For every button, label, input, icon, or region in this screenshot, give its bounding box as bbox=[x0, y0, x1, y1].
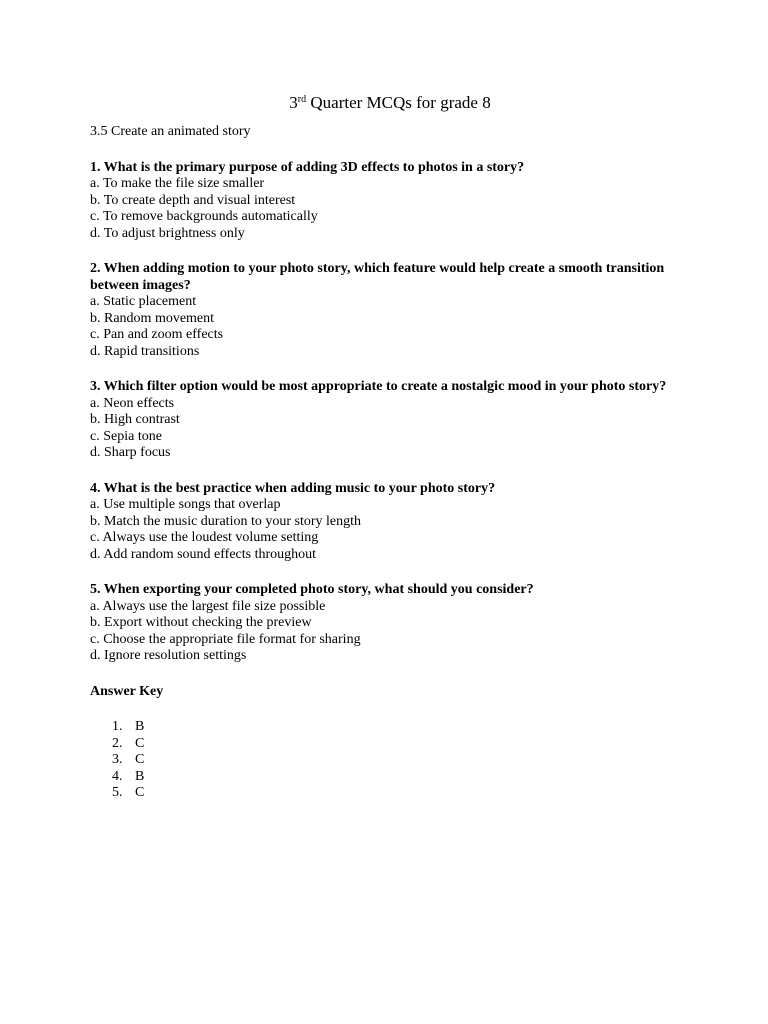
answer-value: C bbox=[135, 735, 145, 751]
answer-value: C bbox=[135, 752, 145, 768]
question-block bbox=[90, 582, 690, 665]
answer-item bbox=[90, 785, 690, 802]
option-c: c. Choose the appropriate file format for sharing bbox=[90, 631, 361, 647]
answer-number: 3. bbox=[112, 752, 123, 768]
answer-value: B bbox=[135, 719, 145, 734]
answer-number: 5. bbox=[112, 785, 123, 801]
question-text: 3. Which filter option would be most appropriate to create a nostalgic mood in your photo story? bbox=[90, 379, 667, 394]
question-text: 5. When exporting your completed photo story, what should you consider? bbox=[90, 582, 534, 597]
answer-item bbox=[90, 719, 690, 736]
option-c: c. Always use the loudest volume setting bbox=[90, 530, 319, 545]
option-c: c. Pan and zoom effects bbox=[90, 327, 224, 342]
answer-item bbox=[90, 752, 690, 769]
answer-number: 4. bbox=[112, 768, 123, 784]
option-c: c. To remove backgrounds automatically bbox=[90, 209, 318, 224]
option-d: d. Sharp focus bbox=[90, 445, 171, 460]
option-b: b. Random movement bbox=[90, 310, 215, 326]
title-superscript: rd bbox=[297, 94, 307, 106]
answer-item bbox=[90, 769, 690, 786]
option-c: c. Sepia tone bbox=[90, 428, 162, 444]
option-b: b. High contrast bbox=[90, 412, 180, 427]
option-a: a. Neon effects bbox=[90, 395, 175, 411]
question-text: 1. What is the primary purpose of adding 3D effects to photos in a story? bbox=[90, 159, 525, 175]
answer-item bbox=[90, 736, 690, 753]
question-block bbox=[90, 261, 690, 360]
document-title bbox=[90, 92, 690, 114]
question-text: 2. When adding motion to your photo story, which feature would help create a smooth transition between images? bbox=[90, 261, 665, 293]
question-text: 4. What is the best practice when adding music to your photo story? bbox=[90, 480, 496, 496]
option-d: d. To adjust brightness only bbox=[90, 225, 245, 241]
option-b: b. Export without checking the preview bbox=[90, 615, 312, 630]
answer-value: B bbox=[135, 768, 145, 784]
answer-value: C bbox=[135, 785, 145, 801]
answer-key-title: Answer Key bbox=[90, 683, 164, 699]
title-rest: Quarter MCQs for grade 8 bbox=[306, 93, 491, 112]
question-block bbox=[90, 160, 690, 243]
option-a: a. Static placement bbox=[90, 294, 197, 309]
option-d: d. Rapid transitions bbox=[90, 343, 200, 359]
section-heading: 3.5 Create an animated story bbox=[90, 124, 251, 139]
question-block bbox=[90, 379, 690, 462]
document-content bbox=[90, 92, 690, 802]
question-block bbox=[90, 481, 690, 564]
option-b: b. Match the music duration to your story length bbox=[90, 513, 362, 529]
answer-number: 2. bbox=[112, 735, 123, 751]
answer-key-list bbox=[90, 719, 690, 802]
option-d: d. Ignore resolution settings bbox=[90, 648, 247, 663]
option-a: a. To make the file size smaller bbox=[90, 176, 265, 191]
answer-number: 1. bbox=[112, 719, 123, 734]
option-a: a. Always use the largest file size possible bbox=[90, 598, 326, 614]
option-a: a. Use multiple songs that overlap bbox=[90, 497, 281, 512]
option-d: d. Add random sound effects throughout bbox=[90, 546, 317, 562]
title-prefix: 3 bbox=[289, 93, 298, 112]
option-b: b. To create depth and visual interest bbox=[90, 192, 296, 208]
